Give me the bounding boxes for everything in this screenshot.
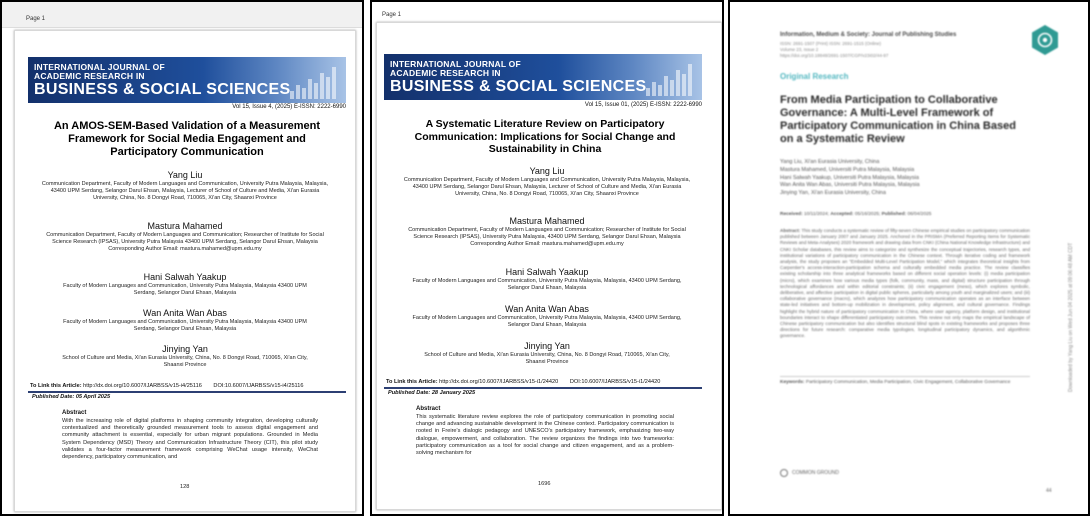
page-label: Page 1 xyxy=(26,16,46,22)
author-name: Hani Salwah Yaakup xyxy=(505,267,589,277)
journal-banner xyxy=(384,54,702,100)
journal-meta: ISSN: 2691-1507 (Print) ISSN: 2691-1515 (Online) xyxy=(780,41,882,46)
page-number: 1696 xyxy=(538,481,551,487)
published-date: Published Date: 05 April 2025 xyxy=(32,394,111,400)
accepted-label: Accepted: xyxy=(830,212,854,217)
banner-line-2: ACADEMIC RESEARCH IN xyxy=(34,71,145,81)
divider xyxy=(780,376,1030,377)
page-label: Page 1 xyxy=(382,12,402,18)
author-name: Wan Anita Wan Abas xyxy=(143,308,227,318)
banner-line-3: BUSINESS & SOCIAL SCIENCES xyxy=(34,81,291,98)
abstract-heading: Abstract xyxy=(416,406,441,412)
author-affiliation: Communication Department, Faculty of Modern Languages and Communication; Researcher of Institute for Social Science Research (IPSAS), University Putra Malaysia 43400 UPM Serdang, Selangor Darul Ehsan, Malaysia Corresponding Author Email: mastura.mahamed@upm.edu.my xyxy=(46,232,324,252)
journal-banner xyxy=(28,57,346,103)
author-affiliation: Communication Department, Faculty of Modern Languages and Communication; Researcher of Institute for Social Science Research (IPSAS), University Putra Malaysia, 43400 UPM Serdang, Selangor Darul Ehsan, Malaysia Corresponding Author Email: mastura.mahamed@upm.edu.my xyxy=(408,227,686,247)
article-title: An AMOS-SEM-Based Validation of a Measurement Framework for Social Media Engagement and Participatory Communication xyxy=(53,120,321,158)
banner-line-3: BUSINESS & SOCIAL SCIENCES xyxy=(390,78,647,95)
side-download-text: Downloaded by Yang Liu on Wed Jun 04 2025 at 09:06:48 AM CDT xyxy=(1068,242,1074,392)
author-affiliation: Faculty of Modern Languages and Communication, University Putra Malaysia, Malaysia 43400 UPM Serdang, Selangor Darul Ehsan, Malaysia xyxy=(63,283,307,296)
received-label: Received: xyxy=(780,212,803,217)
journal-meta: Volume 23, Issue 2 xyxy=(780,47,819,52)
page-number: 44 xyxy=(1046,488,1052,494)
author-affiliation: Faculty of Modern Languages and Communication, University Putra Malaysia, Malaysia, 43400 UPM Serdang, Selangor Darul Ehsan, Malaysia xyxy=(412,315,682,328)
published-date: 06/04/2025 xyxy=(907,212,932,217)
publisher-name: COMMON GROUND xyxy=(792,470,839,476)
document-panel-1 xyxy=(0,0,364,516)
author-name: Yang Liu xyxy=(529,166,565,176)
banner-line-2: ACADEMIC RESEARCH IN xyxy=(390,68,501,78)
common-ground-icon xyxy=(780,469,788,477)
page-toolbar xyxy=(2,2,362,28)
keywords-label: Keywords: xyxy=(780,380,805,385)
author-name: Hani Salwah Yaakup xyxy=(143,272,227,282)
article-dates xyxy=(780,212,931,217)
author-name: Jinying Yan xyxy=(524,341,570,351)
publisher-logo-icon xyxy=(1030,24,1060,56)
article-link-line xyxy=(386,379,660,385)
article-link[interactable]: http://dx.doi.org/10.6007/IJARBSS/v15-i4/25116 xyxy=(83,383,202,389)
author-name: Mastura Mahamed xyxy=(509,216,585,226)
article-title: From Media Participation to Collaborative Governance: A Multi-Level Framework of Participatory Communication in China Based on a Systematic Review xyxy=(780,94,1016,145)
abstract-heading: Abstract xyxy=(62,410,87,416)
page-number: 128 xyxy=(180,484,190,490)
author-affiliation: Faculty of Modern Languages and Communication, University Putra Malaysia, Malaysia 43400 UPM Serdang, Selangor Darul Ehsan, Malaysia xyxy=(63,319,307,332)
author-name: Jinying Yan xyxy=(162,344,208,354)
author-list xyxy=(780,159,1030,198)
received-date: 10/11/2024; xyxy=(804,212,829,217)
author-affiliation: Communication Department, Faculty of Modern Languages and Communication, University Putra Malaysia, Malaysia, 43400 UPM Serdang, Selangor Darul Ehsan, Malaysia, Lecturer of School of Culture and Media, Xi'an Eurasia University, China, No. 8 Dongyi Road, 710065, Xi'an City, Shaanxi Province xyxy=(403,177,691,197)
banner-line-1: INTERNATIONAL JOURNAL OF xyxy=(390,59,521,69)
author-affiliation: School of Culture and Media, Xi'an Eurasia University, China, No. 8 Dongyi Road, 710065, Xi'an City, Shaanxi Province xyxy=(62,355,308,368)
published-label: Published: xyxy=(881,212,907,217)
doi-link[interactable]: DOI:10.6007/IJARBSS/v15-i1/24420 xyxy=(569,379,661,385)
abstract-text: With the increasing role of digital platforms in shaping community integration, developing culturally contextualized and theoretically grounded measurement tools to assess digital engagement and community attachment is essential, especially for urban migrant populations. Grounded in Media System Dependency (MSD) Theory and Communication Infrastructure Theory (CIT), this pilot study validates a four-factor measurement framework comprising WeChat usage intensity, WeChat dependency, participatory communication, and xyxy=(62,418,318,461)
abstract-text: This study conducts a systematic review of fifty-seven Chinese empirical studies on participatory communication published between January 2007 and January 2025. Anchored in the PRISMA (Preferred Reporting Items for Systematic Reviews and Meta-Analyses) 2020 framework and drawing data from CNKI (China National Knowledge Infrastructure) and CNKI Scholar databases, this review aims to categorize and synthesize the conceptual trajectories, research types, and institutional variations of participatory communication in the Chinese context. Through iterative coding and framework analysis, the study proposes an "Embedded Multi-Level Participation Model," which integrates theoretical insights from Carpentier's access-interaction-participation schema and culturally embedded media practice. The review classifies existing scholarship into three analytical frameworks based on different social operation levels: (i) media participation (micro), which examines how various media types (folk, community, mass, and digital) structure participation through technological affordances and within editorial constraints; (ii) civic engagement (meso), which explores symbolic, deliberative, and affective participation in digital public spheres, particularly among youth and marginalized users; and (iii) collaborative governance (macro), which analyzes how participatory communication operates as an interface between state-led initiatives and bottom-up mobilization in development, policy alignment, and cultural governance. Findings highlight the hybrid nature of participatory communication in China, where user agency, platform design, and institutional boundaries interact to shape differentiated participatory outcomes. This review not only maps the empirical landscape of Chinese participatory communication but also identifies structural blind spots in existing frameworks and proposes three directions for future research: comparative media typologies, longitudinal participatory dynamics, and algorithmic governance. xyxy=(780,228,1030,339)
abstract-text: This systematic literature review explores the role of participatory communication in promoting social change and advancing sustainable development in the Chinese context. Participatory communication is rooted in Freire's dialogic pedagogy and UNESCO's participatory framework, emphasizing two-way dialogue, empowerment, and collaboration. The review organizes the findings into two frameworks: participatory communication as a tool for social change and citizen engagement, and as a problem-solving mechanism for xyxy=(416,414,674,457)
keywords-text: Participatory Communication, Media Participation, Civic Engagement, Collaborative Governance xyxy=(805,380,1011,385)
author-line: Hani Salwah Yaakup, Universiti Putra Malaysia, Malaysia xyxy=(780,174,919,181)
author-line: Wan Anita Wan Abas, Universiti Putra Malaysia, Malaysia xyxy=(780,182,920,189)
author-name: Mastura Mahamed xyxy=(147,221,223,231)
article-type: Original Research xyxy=(780,72,849,81)
author-line: Mastura Mahamed, Universiti Putra Malaysia, Malaysia xyxy=(780,166,915,173)
abstract xyxy=(780,228,1030,340)
article-title: A Systematic Literature Review on Participatory Communication: Implications for Social Change and Sustainability in China xyxy=(414,118,676,155)
side-download-note xyxy=(1068,132,1076,392)
accepted-date: 05/16/2025; xyxy=(854,212,881,217)
banner-line-1: INTERNATIONAL JOURNAL OF xyxy=(34,62,165,72)
divider xyxy=(384,387,702,389)
journal-meta: https://doi.org/10.18848/2691-1507/CGP/v23i02/44-97 xyxy=(780,53,889,58)
link-label: To Link this Article: xyxy=(30,383,82,389)
author-name: Yang Liu xyxy=(167,170,203,180)
journal-title: Information, Medium & Society: Journal of Publishing Studies xyxy=(780,32,957,38)
link-label: To Link this Article: xyxy=(386,379,438,385)
volume-line: Vol 15, Issue 4, (2025) E-ISSN: 2222-6990 xyxy=(232,104,346,110)
doi-link[interactable]: DOI:10.6007/IJARBSS/v15-i4/25116 xyxy=(213,383,304,389)
author-affiliation: Communication Department, Faculty of Modern Languages and Communication, University Putra Malaysia, Malaysia, 43400 UPM Serdang, Selangor Darul Ehsan, Malaysia, Lecturer of School of Culture and Media, Xi'an Eurasia University, China, No. 8 Dongyi Road, 710065, Xi'an City, Shaanxi Province xyxy=(41,181,329,201)
publisher-footer xyxy=(780,469,839,477)
document-panel-2 xyxy=(370,0,724,516)
author-line: Yang Liu, Xi'an Eurasia University, China xyxy=(780,159,880,165)
keywords xyxy=(780,380,1030,387)
divider xyxy=(28,391,346,393)
article-link-line xyxy=(30,383,303,389)
author-affiliation: School of Culture and Media, Xi'an Eurasia University, China, No. 8 Dongyi Road, 710065, Xi'an City, Shaanxi Province xyxy=(424,352,670,365)
document-panel-3 xyxy=(728,0,1090,516)
abstract-label: Abstract: xyxy=(780,228,801,233)
published-date: Published Date: 28 January 2025 xyxy=(388,390,476,396)
author-affiliation: Faculty of Modern Languages and Communication, University Putra Malaysia, Malaysia, 43400 UPM Serdang, Selangor Darul Ehsan, Malaysia xyxy=(412,278,682,291)
author-line: Jinying Yan, Xi'an Eurasia University, China xyxy=(780,190,886,197)
author-name: Wan Anita Wan Abas xyxy=(505,304,589,314)
article-link[interactable]: http://dx.doi.org/10.6007/IJARBSS/v15-i1/24420 xyxy=(439,379,559,385)
volume-line: Vol 15, Issue 01, (2025) E-ISSN: 2222-6990 xyxy=(584,102,702,108)
blurred-page xyxy=(730,2,1088,514)
